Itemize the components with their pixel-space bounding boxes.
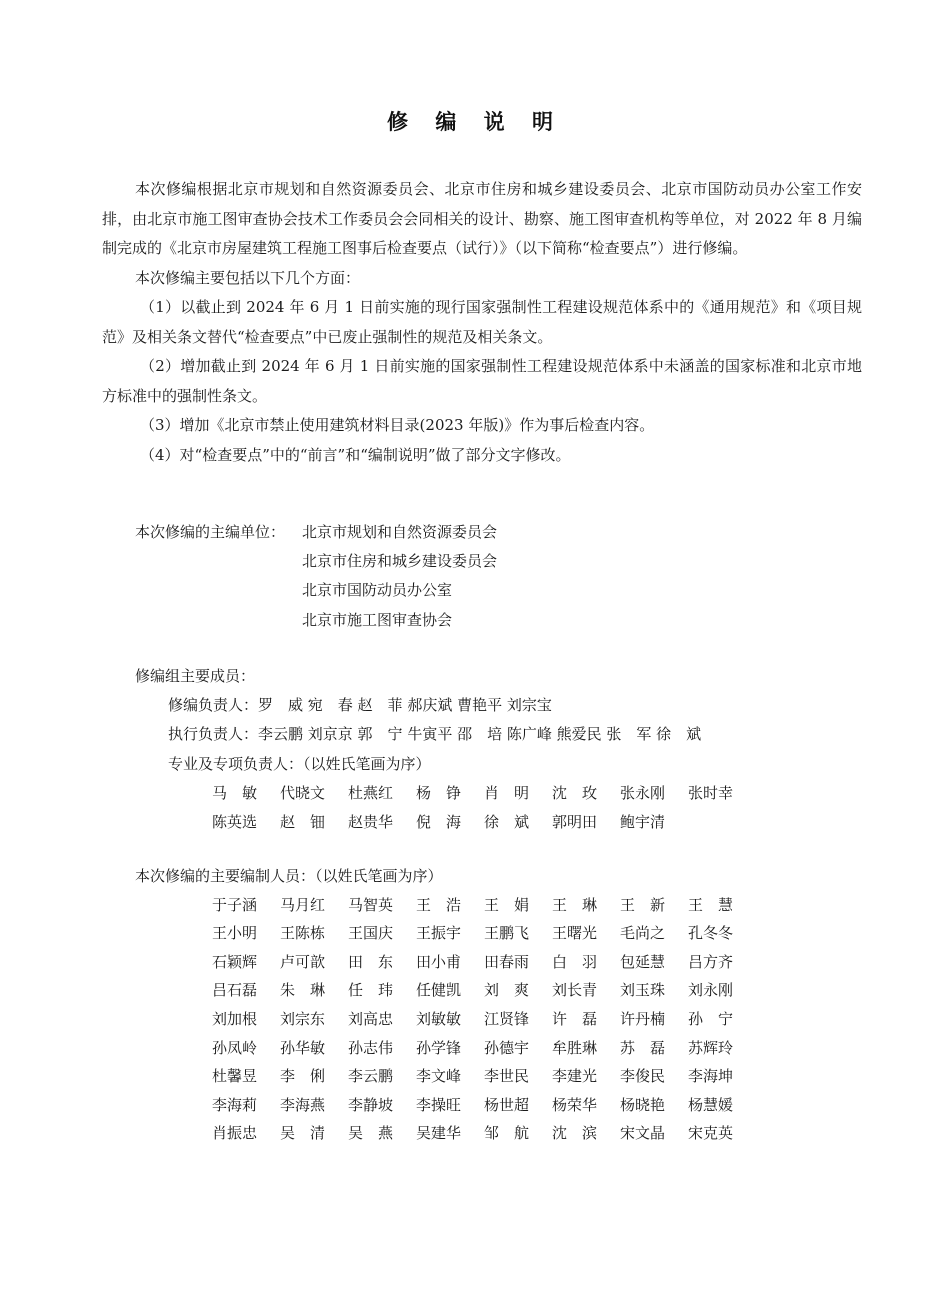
member-name: 杨 铮 [416,783,462,802]
staff-name: 卢可歆 [280,952,326,971]
staff-name: 于子涵 [212,895,258,914]
staff-grid [135,891,756,1148]
staff-name: 李俊民 [620,1067,666,1086]
staff-name: 苏辉玲 [688,1038,734,1057]
staff-name: 马月红 [280,895,326,914]
staff-name: 王小明 [212,924,258,943]
staff-name: 王 浩 [416,895,462,914]
intro-paragraph: 本次修编主要包括以下几个方面： [135,268,361,287]
editor-unit: 北京市国防动员办公室 [302,581,453,600]
revision-item: （1）以截止到 2024 年 6 月 1 日前实施的现行国家强制性工程建设规范体系中的《通用规范》和《项目规范》及相关条文替代“检查要点”中已废止强制性的规范及相关条文。 [102,298,862,346]
staff-name: 刘玉珠 [620,981,666,1000]
staff-name: 任 玮 [348,981,394,1000]
staff-name: 王鹏飞 [484,924,530,943]
staff-name: 孙德宇 [484,1038,530,1057]
staff-name: 杨世超 [484,1095,530,1114]
intro-section [102,175,862,470]
staff-name: 王 琳 [552,895,598,914]
specialist-row [135,779,756,808]
staff-name: 孙凤岭 [212,1038,258,1057]
staff-name: 许 磊 [552,1009,598,1028]
member-name: 陈英选 [212,813,258,832]
staff-name: 毛尚之 [620,924,666,943]
specialist-row [135,808,756,837]
staff-name: 包延慧 [620,952,666,971]
staff-name: 李海燕 [280,1095,326,1114]
revision-item: （4）对“检查要点”中的“前言”和“编制说明”做了部分文字修改。 [140,445,571,464]
staff-row [135,976,756,1005]
member-name: 赵 钿 [280,813,326,832]
staff-name: 苏 磊 [620,1038,666,1057]
staff-name: 李海坤 [688,1067,734,1086]
revision-group-members [135,662,756,837]
executive-names: 李云鹏 刘京京 郭 宁 牛寅平 邵 培 陈广峰 熊爱民 张 军 徐 斌 [258,725,702,744]
staff-name: 吕石磊 [212,981,258,1000]
staff-name: 孙华敏 [280,1038,326,1057]
staff-name: 孙志伟 [348,1038,394,1057]
staff-name: 田 东 [348,952,394,971]
staff-name: 杨荣华 [552,1095,598,1114]
staff-name: 王国庆 [348,924,394,943]
staff-name: 吕方齐 [688,952,734,971]
member-name: 郭明田 [552,813,598,832]
staff-name: 宋克英 [688,1124,734,1143]
staff-name: 王 新 [620,895,666,914]
responsible-row [135,691,756,720]
member-name: 肖 明 [484,783,530,802]
staff-name: 杨慧媛 [688,1095,734,1114]
staff-name: 马智英 [348,895,394,914]
staff-name: 李文峰 [416,1067,462,1086]
member-name: 倪 海 [416,813,462,832]
staff-name: 李海莉 [212,1095,258,1114]
staff-row [135,948,756,977]
member-name: 张永刚 [620,783,666,802]
staff-name: 任健凯 [416,981,462,1000]
staff-name: 王 慧 [688,895,734,914]
chief-editor-units [135,518,497,635]
main-compilers [135,862,756,1148]
staff-name: 杨晓艳 [620,1095,666,1114]
editor-unit: 北京市规划和自然资源委员会 [302,523,498,541]
editor-unit: 北京市住房和城乡建设委员会 [302,552,498,571]
staff-name: 田春雨 [484,952,530,971]
member-name: 张时幸 [688,783,734,802]
staff-name: 刘永刚 [688,981,734,1000]
revision-item: （3）增加《北京市禁止使用建筑材料目录(2023 年版)》作为事后检查内容。 [140,416,655,434]
staff-name: 牟胜琳 [552,1038,598,1057]
staff-row [135,891,756,920]
staff-name: 白 羽 [552,952,598,971]
staff-row [135,1005,756,1034]
member-name: 赵贵华 [348,813,394,832]
executive-label: 执行负责人： [168,725,259,744]
staff-name: 刘宗东 [280,1009,326,1028]
staff-heading: 本次修编的主要编制人员：（以姓氏笔画为序） [135,867,443,885]
member-name: 徐 斌 [484,813,530,832]
staff-row [135,1034,756,1063]
staff-name: 孔冬冬 [688,924,734,943]
staff-name: 许丹楠 [620,1009,666,1028]
executive-row [135,720,756,749]
staff-name: 吴 燕 [348,1124,394,1143]
staff-name: 石颖辉 [212,952,258,971]
intro-paragraph: 本次修编根据北京市规划和自然资源委员会、北京市住房和城乡建设委员会、北京市国防动员办公室工作安排，由北京市施工图审查协会技术工作委员会会同相关的设计、勘察、施工图审查机构等单位，对 2022 年 8 月编制完成的《北京市房屋建筑工程施工图事后检查要点（试行）》（以下简称“检查要点”）进行修编。 [102,180,862,257]
staff-name: 王 娟 [484,895,530,914]
specialist-label: 专业及专项负责人：（以姓氏笔画为序） [168,754,431,773]
member-name: 杜燕红 [348,783,394,802]
staff-name: 刘长青 [552,981,598,1000]
staff-row [135,1091,756,1120]
staff-name: 刘高忠 [348,1009,394,1028]
staff-name: 孙 宁 [688,1009,734,1028]
staff-name: 李建光 [552,1067,598,1086]
staff-name: 吴建华 [416,1124,462,1143]
staff-name: 邹 航 [484,1124,530,1143]
member-name: 鲍宇清 [620,813,666,832]
editor-units-label: 本次修编的主编单位： [135,523,286,541]
staff-name: 李世民 [484,1067,530,1086]
staff-row [135,1062,756,1091]
staff-name: 宋文晶 [620,1124,666,1143]
staff-name: 李静坡 [348,1095,394,1114]
responsible-label: 修编负责人： [168,696,259,715]
staff-name: 刘 爽 [484,981,530,1000]
revision-item: （2）增加截止到 2024 年 6 月 1 日前实施的国家强制性工程建设规范体系中未涵盖的国家标准和北京市地方标准中的强制性条文。 [102,357,862,405]
staff-name: 沈 滨 [552,1124,598,1143]
staff-name: 李 俐 [280,1067,326,1086]
staff-name: 王振宇 [416,924,462,943]
staff-row [135,1119,756,1148]
staff-name: 江贤锋 [484,1009,530,1028]
staff-name: 朱 琳 [280,981,326,1000]
editor-unit: 北京市施工图审查协会 [302,610,453,629]
responsible-names: 罗 威 宛 春 赵 菲 郝庆斌 曹艳平 刘宗宝 [258,696,552,715]
member-name: 马 敏 [212,783,258,802]
staff-name: 王曙光 [552,924,598,943]
staff-name: 田小甫 [416,952,462,971]
page-title: 修 编 说 明 [387,110,563,134]
staff-name: 李操旺 [416,1095,462,1114]
staff-name: 杜馨昱 [212,1067,258,1086]
staff-name: 肖振忠 [212,1124,258,1143]
staff-name: 孙学锋 [416,1038,462,1057]
group-heading: 修编组主要成员： [135,667,256,685]
staff-name: 刘敏敏 [416,1009,462,1028]
staff-name: 李云鹏 [348,1067,394,1086]
member-name: 沈 玫 [552,783,598,802]
member-name: 代晓文 [280,783,326,802]
staff-name: 吴 清 [280,1124,326,1143]
staff-name: 刘加根 [212,1009,258,1028]
staff-row [135,919,756,948]
staff-name: 王陈栋 [280,924,326,943]
